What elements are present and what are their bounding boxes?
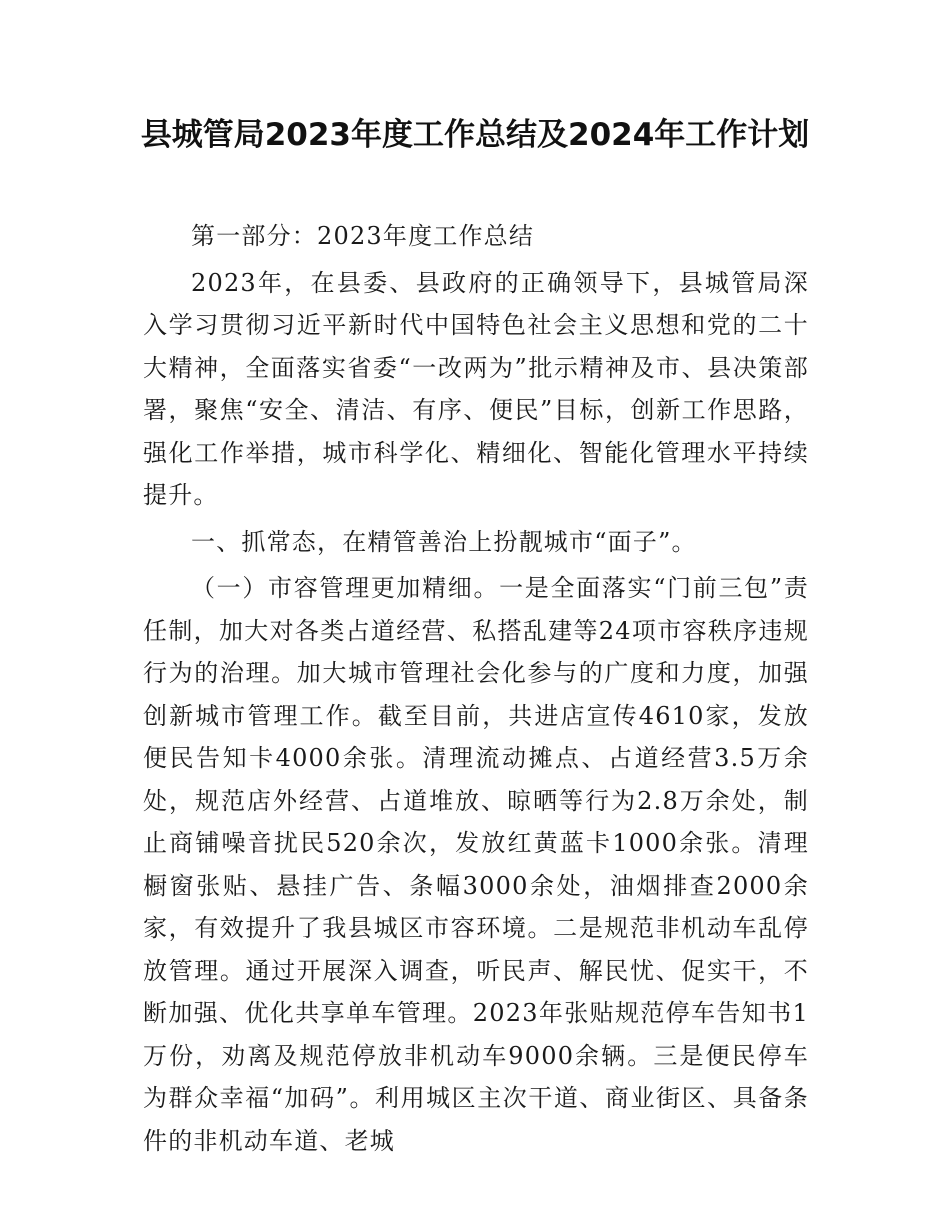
paragraph: 2023年，在县委、县政府的正确领导下，县城管局深入学习贯彻习近平新时代中国特色社会主义思想和党的二十大精神，全面落实省委“一改两为”批示精神及市、县决策部署，聚焦“安全、清洁、有序、便民”目标，创新工作思路，强化工作举措，城市科学化、精细化、智能化管理水平持续提升。 — [143, 268, 809, 509]
document-title: 县城管局2023年度工作总结及2024年工作计划 — [140, 117, 810, 153]
document-body — [143, 215, 809, 1166]
section-heading: 第一部分：2023年度工作总结 — [191, 222, 535, 250]
paragraph: （一）市容管理更加精细。一是全面落实“门前三包”责任制，加大对各类占道经营、私搭乱建等24项市容秩序违规行为的治理。加大城市管理社会化参与的广度和力度，加强创新城市管理工作。截至目前，共进店宣传4610家，发放便民告知卡4000余张。清理流动摊点、占道经营3.5万余处，规范店外经营、占道堆放、晾晒等行为2.8万余处，制止商铺噪音扰民520余次，发放红黄蓝卡1000余张。清理橱窗张贴、悬挂广告、条幅3000余处，油烟排查2000余家，有效提升了我县城区市容环境。二是规范非机动车乱停放管理。通过开展深入调查，听民声、解民忧、促实干，不断加强、优化共享单车管理。2023年张贴规范停车告知书1万份，劝离及规范停放非机动车9000余辆。三是便民停车为群众幸福“加码”。利用城区主次干道、商业街区、具备条件的非机动车道、老城 — [143, 574, 809, 1155]
subsection-heading: 一、抓常态，在精管善治上扮靓城市“面子”。 — [191, 527, 697, 556]
